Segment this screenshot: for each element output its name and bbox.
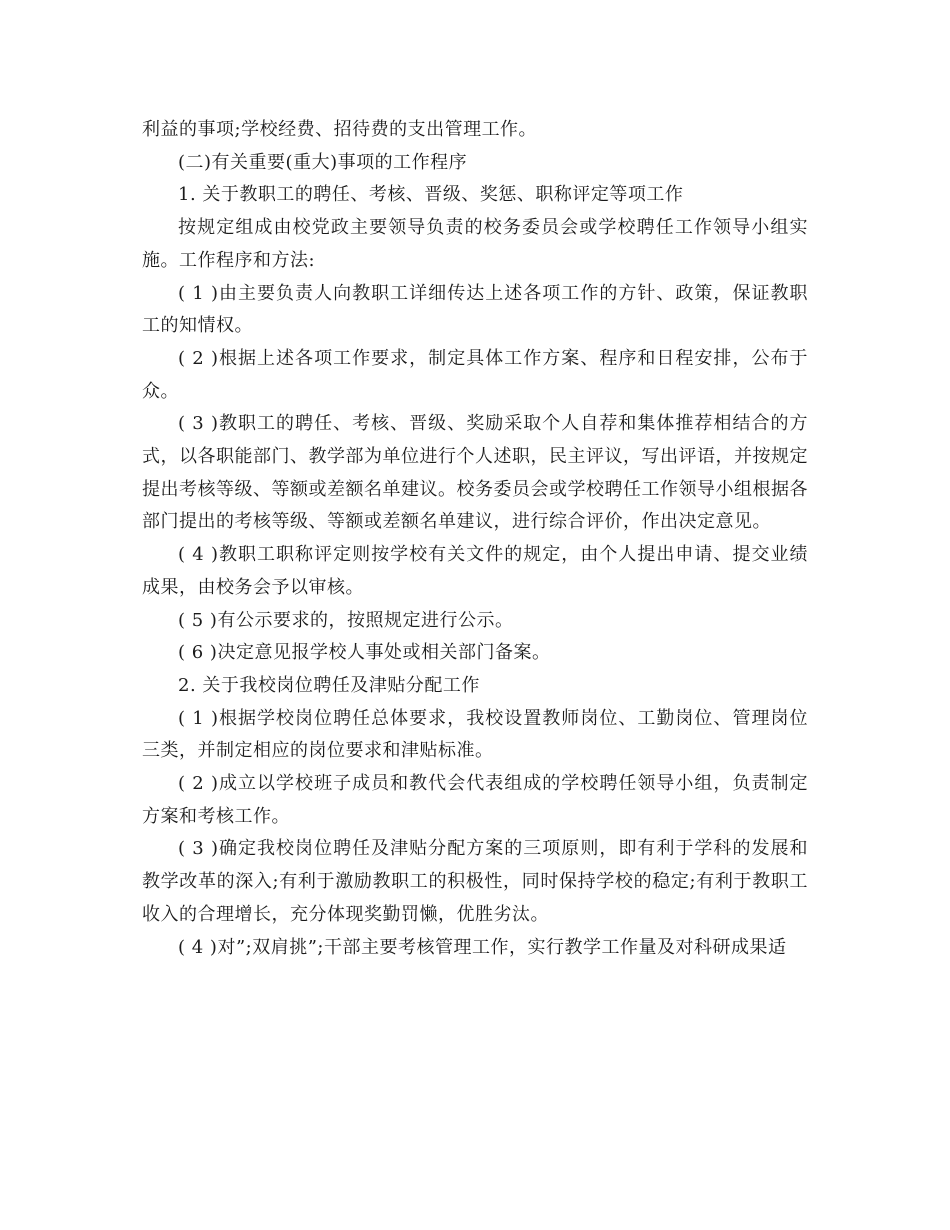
paragraph-6: ( 2 )根据上述各项工作要求，制定具体工作方案、程序和日程安排，公布于众。 <box>142 347 808 402</box>
paragraph-2: (二)有关重要(重大)事项的工作程序 <box>178 151 468 173</box>
paragraph-13: ( 2 )成立以学校班子成员和教代会代表组成的学校聘任领导小组，负责制定方案和考核工作。 <box>142 773 808 827</box>
paragraph-4: 按规定组成由校党政主要领导负责的校务委员会或学校聘任工作领导小组实施。工作程序和方法: <box>142 217 808 271</box>
paragraph-3: 1. 关于教职工的聘任、考核、晋级、奖惩、职称评定等项工作 <box>178 184 684 206</box>
paragraph-12: ( 1 )根据学校岗位聘任总体要求，我校设置教师岗位、工勤岗位、管理岗位三类，并制定相应的岗位要求和津贴标准。 <box>142 707 808 762</box>
paragraph-8: ( 4 )教职工职称评定则按学校有关文件的规定，由个人提出申请、提交业绩成果，由校务会予以审核。 <box>142 544 808 598</box>
paragraph-5: ( 1 )由主要负责人向教职工详细传达上述各项工作的方针、政策，保证教职工的知情权。 <box>142 282 808 337</box>
paragraph-11: 2. 关于我校岗位聘任及津贴分配工作 <box>178 674 480 696</box>
paragraph-7: ( 3 )教职工的聘任、考核、晋级、奖励采取个人自荐和集体推荐相结合的方式，以各职能部门、教学部为单位进行个人述职，民主评议，写出评语，并按规定提出考核等级、等额或差额名单建议。校务委员会或学校聘任工作领导小组根据各部门提出的考核等级、等额或差额名单建议，进行综合评价，作出决定意见。 <box>142 413 808 533</box>
paragraph-14: ( 3 )确定我校岗位聘任及津贴分配方案的三项原则，即有利于学科的发展和教学改革的深入;有利于激励教职工的积极性，同时保持学校的稳定;有利于教职工收入的合理增长，充分体现奖勤罚懒，优胜劣汰。 <box>142 838 808 925</box>
document-body <box>142 114 808 964</box>
paragraph-9: ( 5 )有公示要求的，按照规定进行公示。 <box>178 609 514 631</box>
paragraph-10: ( 6 )决定意见报学校人事处或相关部门备案。 <box>178 642 551 664</box>
paragraph-15: ( 4 )对”;双肩挑”;干部主要考核管理工作，实行教学工作量及对科研成果适 <box>178 936 787 958</box>
paragraph-1: 利益的事项;学校经费、招待费的支出管理工作。 <box>142 119 538 140</box>
